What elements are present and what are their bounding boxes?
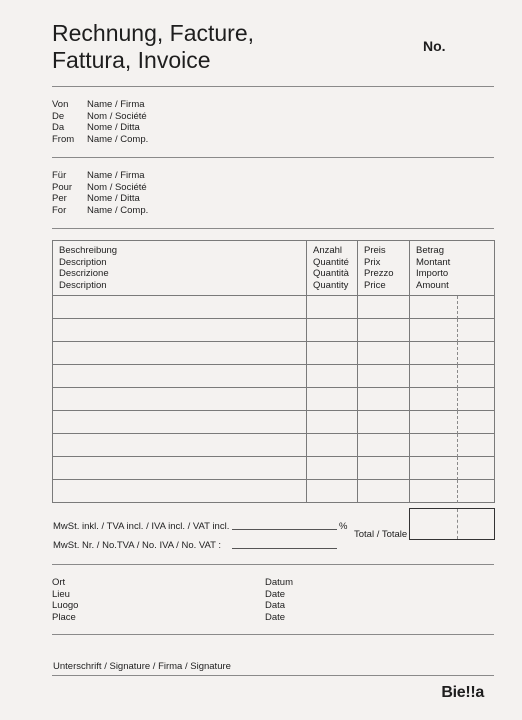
price-cell[interactable] — [358, 365, 410, 388]
description-cell[interactable] — [53, 342, 307, 365]
divider — [52, 675, 494, 676]
place-block — [52, 577, 78, 623]
signature-label: Unterschrift / Signature / Firma / Signature — [53, 661, 231, 672]
place-label: Lieu — [52, 588, 70, 600]
to-field[interactable]: Name / Comp. — [87, 204, 149, 216]
quantity-cell[interactable] — [307, 296, 358, 319]
quantity-cell[interactable] — [307, 342, 358, 365]
date-label: Date — [265, 611, 286, 623]
divider — [52, 228, 494, 229]
total-amount-box[interactable] — [409, 508, 495, 540]
quantity-cell[interactable] — [307, 411, 358, 434]
date-block — [265, 577, 293, 623]
to-label: Für — [52, 170, 67, 181]
from-field[interactable]: Nome / Ditta — [87, 122, 140, 134]
brand-logo: Bie!!a — [441, 684, 484, 701]
description-cell[interactable] — [53, 434, 307, 457]
quantity-cell[interactable] — [307, 388, 358, 411]
from-field[interactable]: Nom / Société — [87, 110, 147, 122]
vat-percent-sign: % — [339, 521, 348, 532]
quantity-cell[interactable] — [307, 480, 358, 503]
from-label: Von — [52, 99, 69, 110]
price-cell[interactable] — [358, 388, 410, 411]
column-header-amount: Betrag Montant Importo Amount — [410, 241, 495, 296]
price-cell[interactable] — [358, 411, 410, 434]
price-cell[interactable] — [358, 296, 410, 319]
divider — [52, 157, 494, 158]
description-cell[interactable] — [53, 388, 307, 411]
quantity-cell[interactable] — [307, 457, 358, 480]
to-label: For — [52, 204, 67, 216]
description-cell[interactable] — [53, 480, 307, 503]
date-label: Date — [265, 588, 286, 600]
table-row — [53, 480, 495, 503]
from-label: Da — [52, 122, 65, 134]
table-row — [53, 457, 495, 480]
amount-cell[interactable] — [410, 411, 495, 434]
from-field[interactable]: Name / Comp. — [87, 133, 149, 145]
divider — [52, 564, 494, 565]
column-header-description: Beschreibung Description Descrizione Description — [53, 241, 307, 296]
price-cell[interactable] — [358, 457, 410, 480]
from-label: From — [52, 133, 75, 145]
amount-cell[interactable] — [410, 434, 495, 457]
table-row — [53, 296, 495, 319]
to-field[interactable]: Nom / Société — [87, 181, 147, 193]
column-header-price: Preis Prix Prezzo Price — [358, 241, 410, 296]
to-field[interactable]: Name / Firma — [87, 170, 145, 181]
from-field[interactable]: Name / Firma — [87, 99, 145, 110]
description-cell[interactable] — [53, 411, 307, 434]
invoice-number-label: No. — [423, 38, 446, 54]
vat-number-blank[interactable] — [232, 548, 337, 549]
table-row — [53, 365, 495, 388]
price-cell[interactable] — [358, 319, 410, 342]
line-items-table — [52, 240, 495, 503]
amount-cell[interactable] — [410, 296, 495, 319]
description-cell[interactable] — [53, 319, 307, 342]
quantity-cell[interactable] — [307, 319, 358, 342]
table-row — [53, 342, 495, 365]
divider — [52, 86, 494, 87]
table-row — [53, 388, 495, 411]
to-label: Per — [52, 193, 67, 205]
place-label: Luogo — [52, 600, 79, 612]
document-title — [52, 20, 254, 74]
place-label: Ort — [52, 577, 66, 588]
table-header-row — [53, 241, 495, 296]
description-cell[interactable] — [53, 296, 307, 319]
date-label: Datum — [265, 577, 293, 588]
description-cell[interactable] — [53, 365, 307, 388]
to-field[interactable]: Nome / Ditta — [87, 193, 140, 205]
to-block — [52, 170, 148, 216]
price-cell[interactable] — [358, 342, 410, 365]
quantity-cell[interactable] — [307, 365, 358, 388]
description-cell[interactable] — [53, 457, 307, 480]
to-label: Pour — [52, 181, 73, 193]
from-label: De — [52, 110, 65, 122]
amount-cell[interactable] — [410, 319, 495, 342]
price-cell[interactable] — [358, 434, 410, 457]
vat-incl-label: MwSt. inkl. / TVA incl. / IVA incl. / VAT incl. — [53, 521, 230, 532]
table-row — [53, 319, 495, 342]
title-line-2: Fattura, Invoice — [52, 47, 211, 73]
amount-cell[interactable] — [410, 388, 495, 411]
quantity-cell[interactable] — [307, 434, 358, 457]
date-label: Data — [265, 600, 286, 612]
table-row — [53, 434, 495, 457]
divider — [52, 634, 494, 635]
price-cell[interactable] — [358, 480, 410, 503]
place-label: Place — [52, 611, 76, 623]
amount-cell[interactable] — [410, 342, 495, 365]
column-header-quantity: Anzahl Quantité Quantità Quantity — [307, 241, 358, 296]
title-line-1: Rechnung, Facture, — [52, 20, 255, 46]
amount-cell[interactable] — [410, 480, 495, 503]
amount-cell[interactable] — [410, 365, 495, 388]
from-block — [52, 99, 148, 145]
vat-rate-blank[interactable] — [232, 529, 337, 530]
total-label: Total / Totale — [354, 529, 408, 540]
table-row — [53, 411, 495, 434]
vat-number-label: MwSt. Nr. / No.TVA / No. IVA / No. VAT : — [53, 540, 222, 551]
amount-cell[interactable] — [410, 457, 495, 480]
